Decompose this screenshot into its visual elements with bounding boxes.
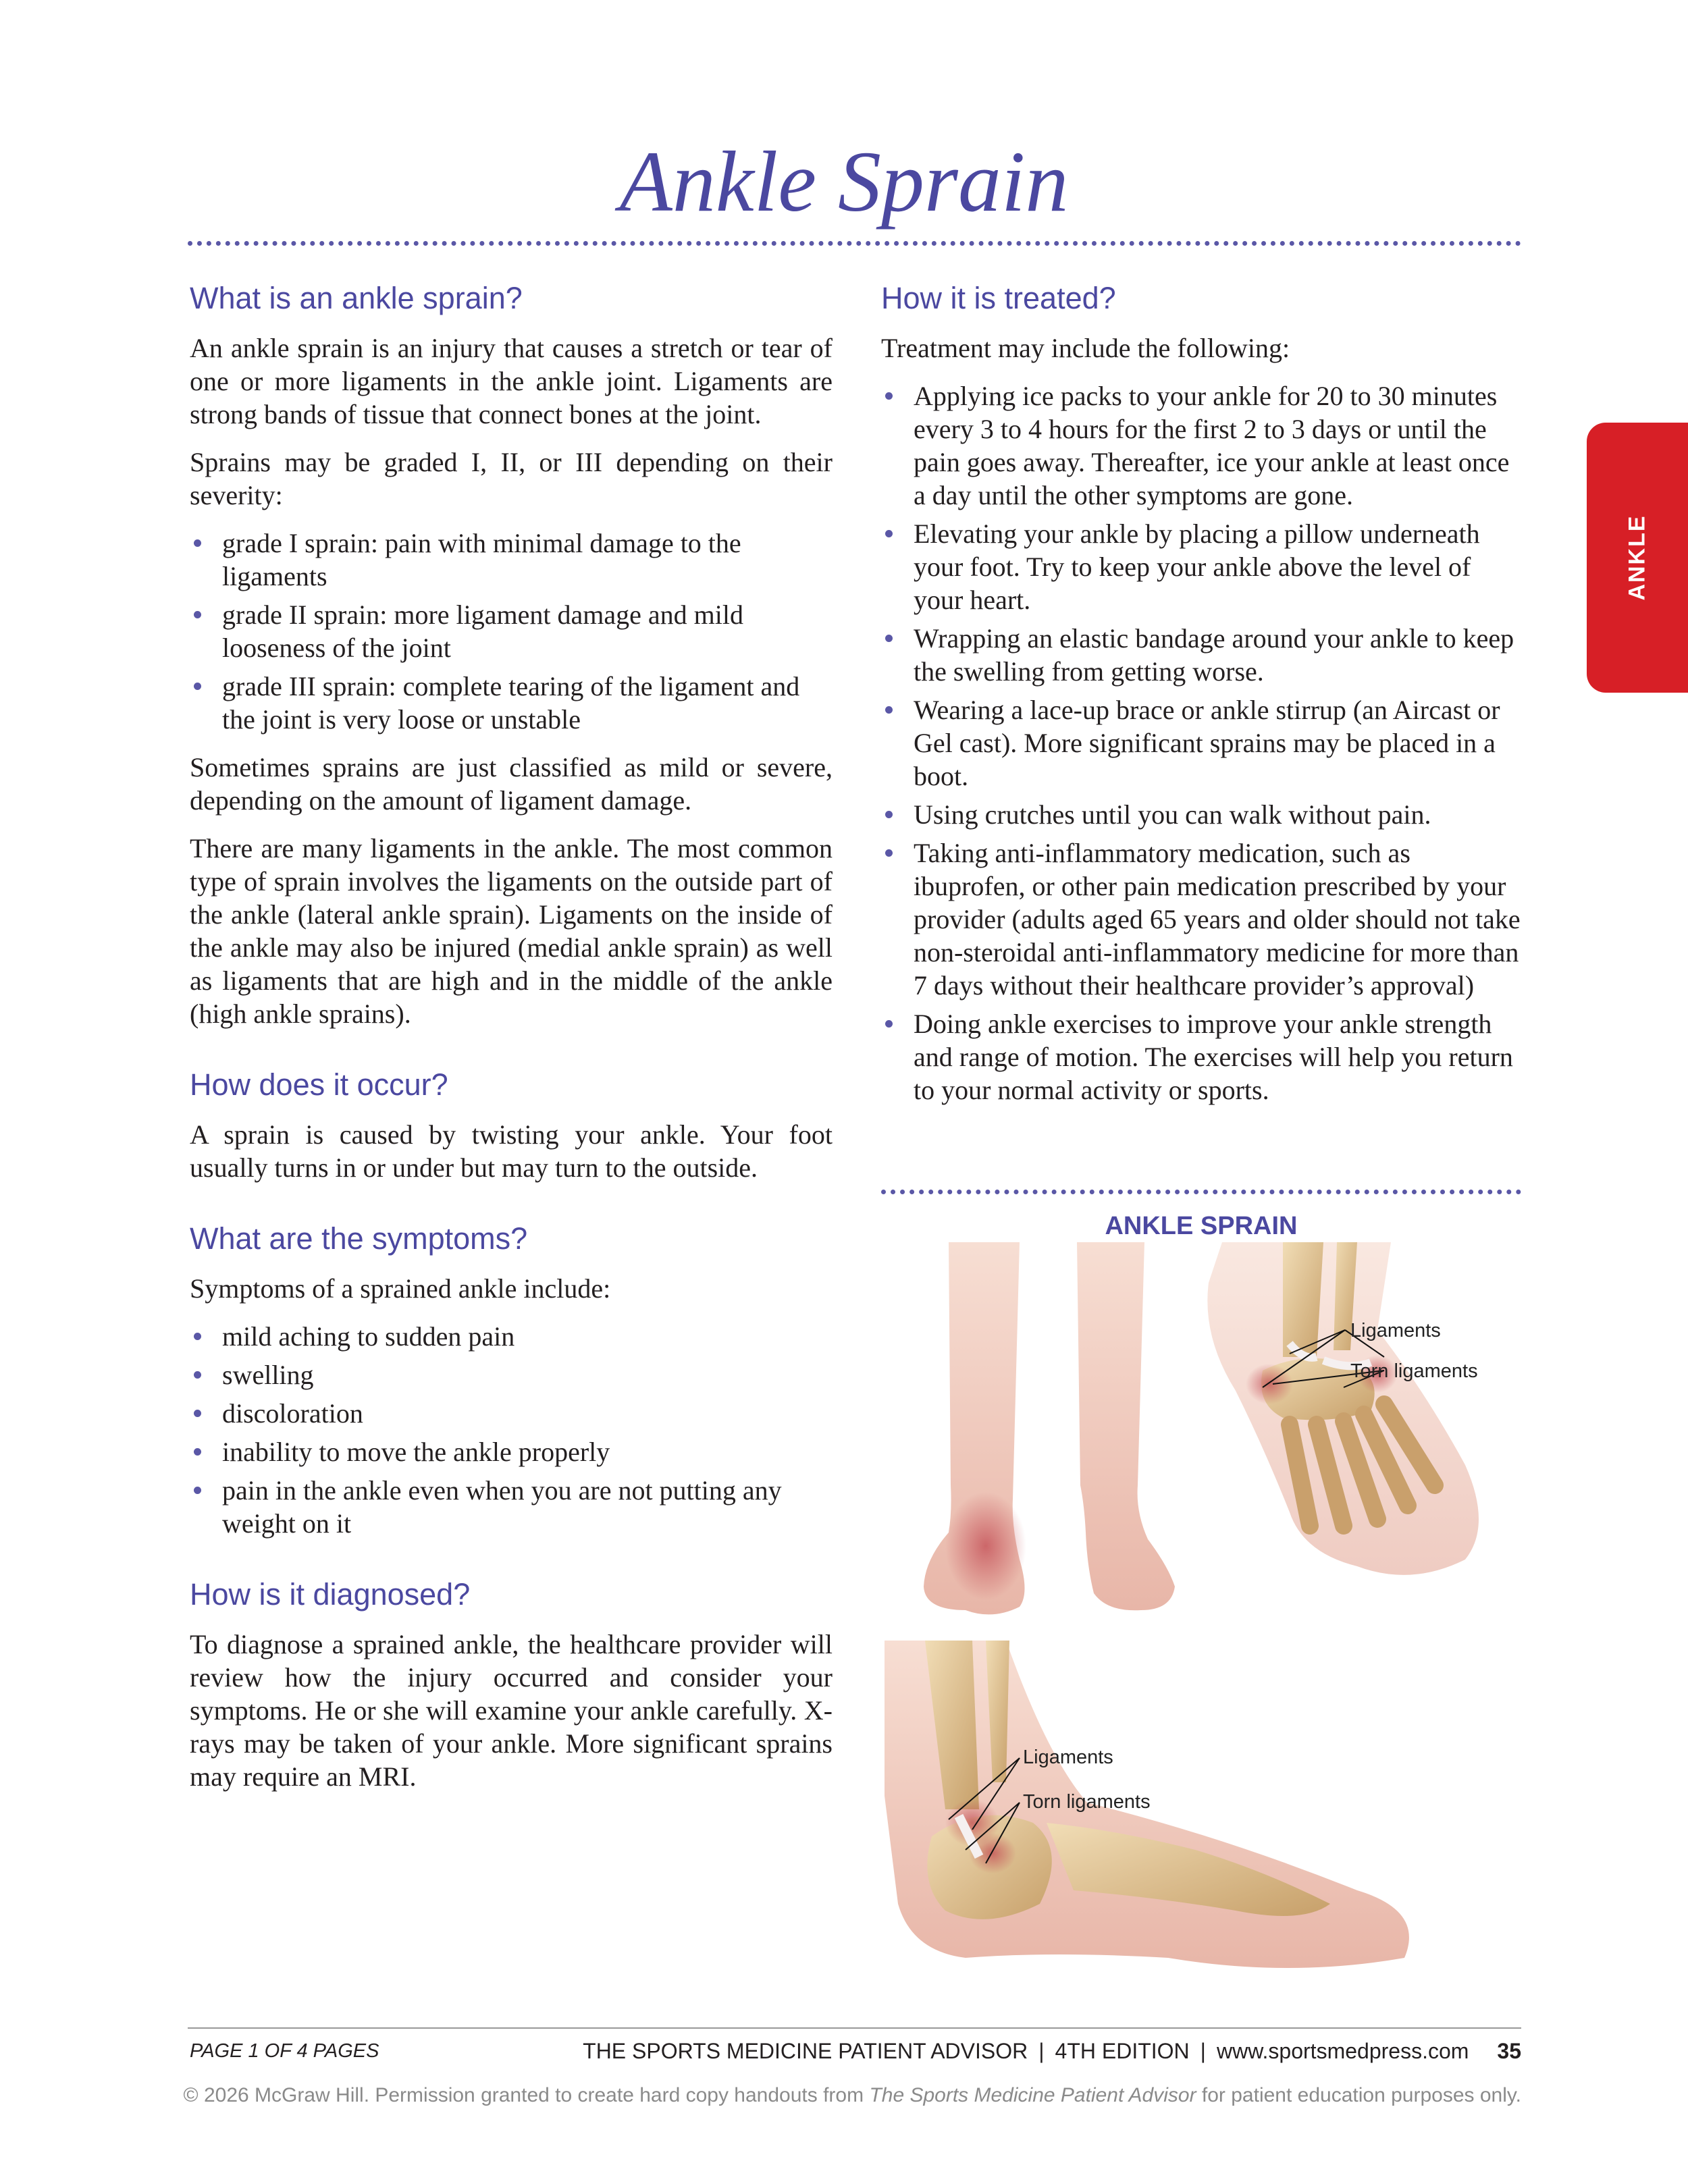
label-torn-ligaments-top: Torn ligaments [1350,1360,1478,1382]
label-torn-ligaments-side: Torn ligaments [1023,1791,1151,1813]
left-column [190,280,833,1830]
paragraph: Treatment may include the following: [881,333,1290,363]
list-item: Using crutches until you can walk without pain. [881,798,1521,831]
footer-publication-name: THE SPORTS MEDICINE PATIENT ADVISOR [583,2039,1028,2063]
paragraph: Sprains may be graded I, II, or III depending on their severity: [190,447,833,510]
list-item: grade II sprain: more ligament damage and mild looseness of the joint [190,598,833,664]
copyright-text-end: for patient education purposes only. [1201,2084,1521,2106]
list-item: Applying ice packs to your ankle for 20 to 30 minutes every 3 to 4 hours for the first 2 to 3 days or until the pain goes away. Thereafter, ice your ankle at least once a day until the other symptoms are gone. [881,379,1521,512]
list-item: Wrapping an elastic bandage around your ankle to keep the swelling from getting worse. [881,622,1521,688]
section-heading: How is it diagnosed? [190,1577,471,1612]
list-item: swelling [190,1358,833,1391]
paragraph: To diagnose a sprained ankle, the healthcare provider will review how the injury occurred and consider your symptoms. He or she will examine your ankle carefully. X-rays may be taken of your ankle. More significant sprains may require an MRI. [190,1629,833,1792]
title-divider [188,241,1521,246]
list-item: mild aching to sudden pain [190,1320,833,1353]
page-number: 35 [1497,2039,1521,2063]
treatment-list [881,379,1521,1107]
footer-edition: 4TH EDITION [1055,2039,1190,2063]
legs-front-view [924,1242,1175,1614]
right-column [881,280,1521,1143]
section-treatment [881,280,1521,1107]
section-heading: What is an ankle sprain? [190,281,523,315]
foot-bones-top-view [1207,1242,1479,1575]
list-item: pain in the ankle even when you are not putting any weight on it [190,1474,833,1540]
paragraph: Sometimes sprains are just classified as mild or severe, depending on the amount of ligament damage. [190,752,833,816]
section-diagnosis [190,1576,833,1793]
label-ligaments-top: Ligaments [1350,1320,1441,1341]
copyright-text: © 2026 McGraw Hill. Permission granted to create hard copy handouts from [183,2084,864,2106]
grade-list [190,527,833,736]
copyright-notice [184,2084,1521,2107]
paragraph: An ankle sprain is an injury that causes a stretch or tear of one or more ligaments in the ankle joint. Ligaments are strong bands of tissue that connect bones at the joint. [190,333,833,429]
ankle-illustration [885,1242,1522,1992]
list-item: inability to move the ankle properly [190,1435,833,1468]
section-symptoms [190,1221,833,1540]
footer-divider [188,2027,1521,2029]
list-item: Elevating your ankle by placing a pillow underneath your foot. Try to keep your ankle above the level of your heart. [881,517,1521,616]
symptom-list [190,1320,833,1540]
section-heading: How it is treated? [881,281,1116,315]
figure-title: ANKLE SPRAIN [1105,1212,1298,1240]
section-tab [1587,423,1688,693]
paragraph: Symptoms of a sprained ankle include: [190,1273,611,1304]
copyright-book-title: The Sports Medicine Patient Advisor [869,2084,1196,2106]
page-title: Ankle Sprain [619,134,1069,230]
section-heading: How does it occur? [190,1067,448,1102]
list-item: grade III sprain: complete tearing of the ligament and the joint is very loose or unstable [190,670,833,736]
footer-page-info: PAGE 1 OF 4 PAGES [190,2040,379,2062]
list-item: Wearing a lace-up brace or ankle stirrup (an Aircast or Gel cast). More significant sprains may be placed in a boot. [881,693,1521,793]
list-item: grade I sprain: pain with minimal damage to the ligaments [190,527,833,593]
paragraph: A sprain is caused by twisting your ankle. Your foot usually turns in or under but may turn to the outside. [190,1119,833,1183]
label-ligaments-side: Ligaments [1023,1747,1113,1768]
section-tab-label: ANKLE [1624,514,1650,601]
list-item: discoloration [190,1397,833,1430]
footer-website: www.sportsmedpress.com [1216,2039,1469,2063]
list-item: Taking anti-inflammatory medication, such as ibuprofen, or other pain medication prescribed by your provider (adults aged 65 years and older should not take non-steroidal anti-inflammatory medicine for more than 7 days without their healthcare provider’s approval) [881,836,1521,1002]
section-heading: What are the symptoms? [190,1221,528,1256]
list-item: Doing ankle exercises to improve your ankle strength and range of motion. The exercises will help you return to your normal activity or sports. [881,1007,1521,1107]
section-what-is [190,280,833,1030]
section-how-occur [190,1067,833,1184]
figure-divider [881,1190,1521,1194]
footer-publication: THE SPORTS MEDICINE PATIENT ADVISOR | 4TH EDITION | www.sportsmedpress.com 35 [583,2039,1521,2063]
paragraph: There are many ligaments in the ankle. The most common type of sprain involves the ligaments on the outside part of the ankle (lateral ankle sprain). Ligaments on the inside of the ankle may also be injured (medial ankle sprain) as well as ligaments that are high and in the middle of the ankle (high ankle sprains). [190,833,833,1029]
